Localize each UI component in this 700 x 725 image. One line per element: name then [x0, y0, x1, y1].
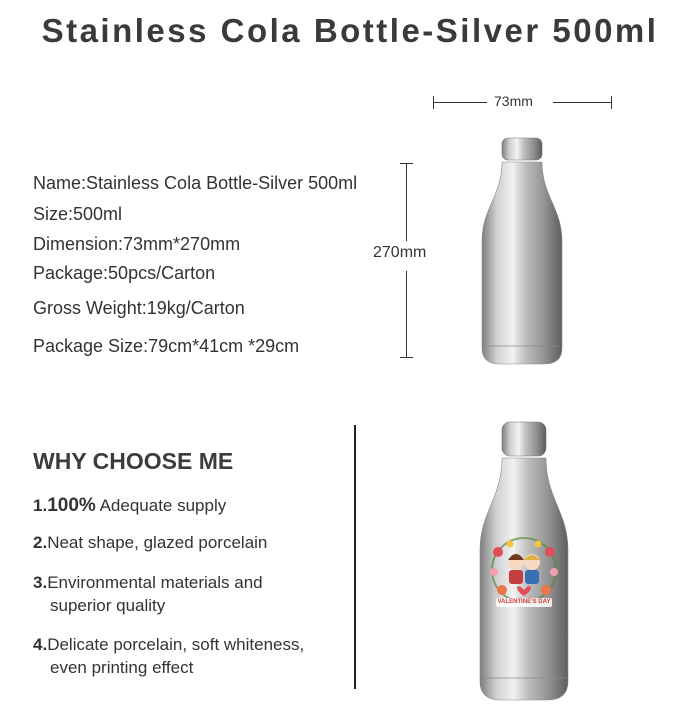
spec-package: Package:50pcs/Carton — [33, 263, 216, 283]
spec-name: Name:Stainless Cola Bottle-Silver 500ml — [33, 173, 358, 193]
feature-item: 4.Delicate porcelain, soft whiteness, even printing effect — [33, 635, 305, 677]
height-label: 270mm — [373, 244, 427, 261]
spec-size: Size:500ml — [33, 204, 123, 224]
silver-bottle-icon — [478, 136, 568, 366]
spec-package-size: Package Size:79cm*41cm *29cm — [33, 336, 300, 356]
print-caption: VALENTINE'S DAY — [497, 599, 551, 605]
why-heading: WHY CHOOSE ME — [33, 448, 234, 474]
spec-dimension: Dimension:73mm*270mm — [33, 234, 241, 254]
width-label: 73mm — [494, 93, 533, 109]
section-divider — [354, 425, 356, 689]
width-dimension — [432, 92, 612, 112]
spec-gross-weight: Gross Weight:19kg/Carton — [33, 298, 245, 318]
feature-item: 1.100% Adequate supply — [33, 495, 227, 516]
page-title: Stainless Cola Bottle-Silver 500ml — [41, 12, 659, 49]
feature-item: 3.Environmental materials and superior quality — [33, 573, 263, 615]
feature-item: 2.Neat shape, glazed porcelain — [33, 533, 268, 552]
printed-bottle-icon — [474, 420, 574, 702]
